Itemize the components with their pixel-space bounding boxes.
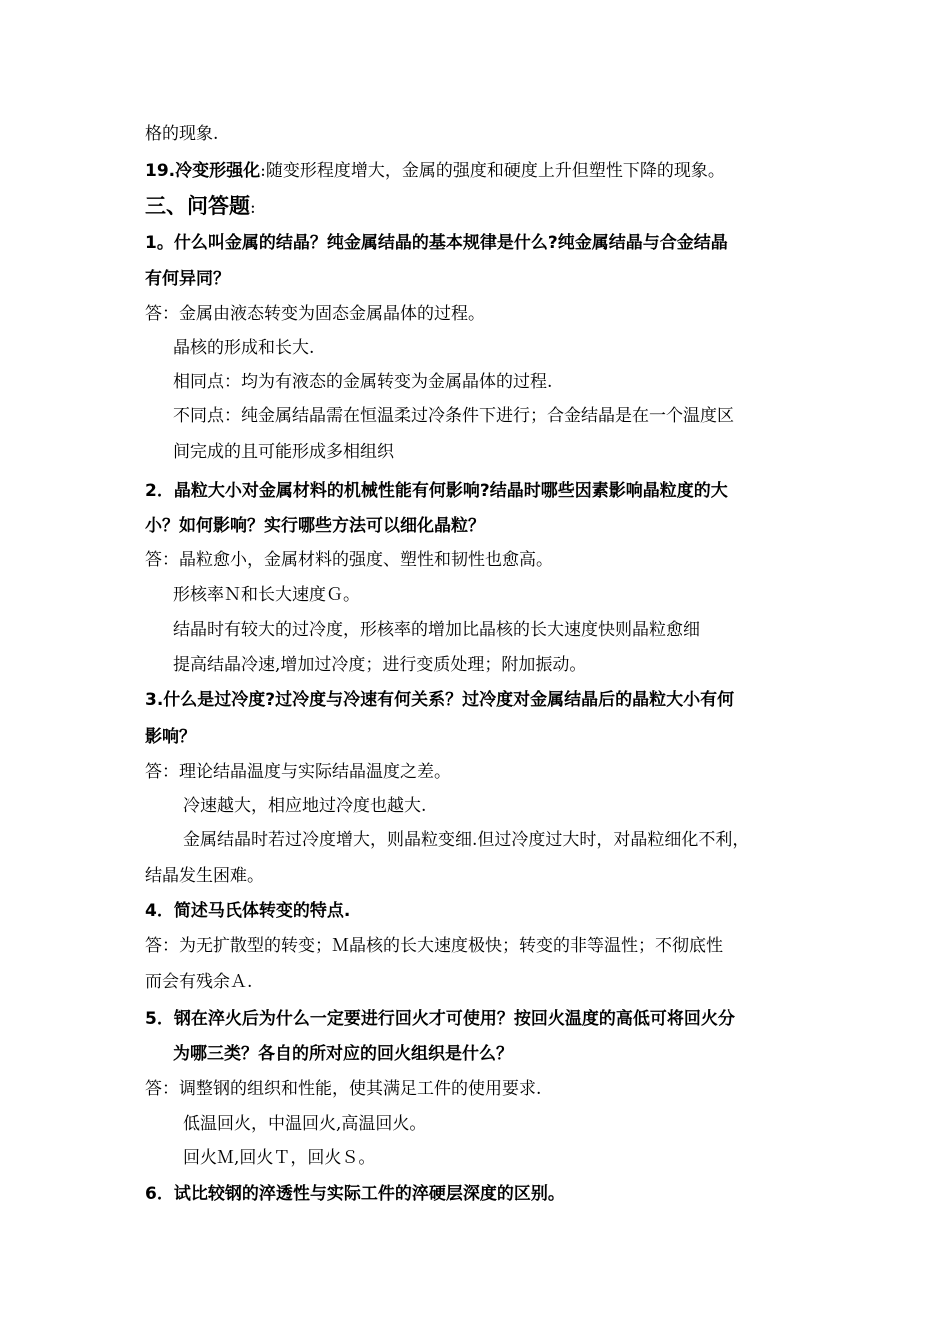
section-colon: :	[250, 198, 256, 218]
answer-line: 结晶发生困难。	[145, 866, 264, 886]
question-2-cont: 小？如何影响？实行哪些方法可以细化晶粒？	[145, 516, 485, 536]
answer-line: 答：理论结晶温度与实际结晶温度之差。	[145, 762, 451, 782]
question-6: 6．试比较钢的淬透性与实际工件的淬硬层深度的区别。	[145, 1184, 565, 1204]
answer-line: 冷速越大，相应地过冷度也越大.	[183, 796, 427, 816]
question-4: 4．简述马氏体转变的特点.	[145, 901, 351, 921]
answer-line: 晶核的形成和长大.	[173, 338, 315, 358]
answer-line: 低温回火，中温回火,高温回火。	[183, 1114, 427, 1134]
answer-line: 形核率Ｎ和长大速度Ｇ。	[173, 585, 360, 605]
question-5-cont: 为哪三类？各自的所对应的回火组织是什么？	[173, 1044, 513, 1064]
answer-line: 回火Ｍ,回火Ｔ，回火Ｓ。	[183, 1148, 376, 1168]
question-5: 5．钢在淬火后为什么一定要进行回火才可使用？按回火温度的高低可将回火分	[145, 1009, 735, 1029]
answer-line: 结晶时有较大的过冷度，形核率的增加比晶核的长大速度快则晶粒愈细	[173, 620, 700, 640]
answer-line: 金属结晶时若过冷度增大，则晶粒变细.但过冷度过大时，对晶粒细化不利，	[183, 830, 750, 850]
question-1-cont: 有何异同？	[145, 269, 230, 289]
text-line: 格的现象.	[145, 124, 219, 144]
answer-line: 不同点：纯金属结晶需在恒温柔过冷条件下进行；合金结晶是在一个温度区	[173, 406, 734, 426]
question-2: 2．晶粒大小对金属材料的机械性能有何影响?结晶时哪些因素影响晶粒度的大	[145, 481, 728, 501]
answer-line: 而会有残余Ａ.	[145, 972, 253, 992]
definition-line	[145, 160, 725, 182]
section-heading	[145, 195, 256, 219]
answer-line: 间完成的且可能形成多相组织	[173, 442, 394, 462]
section-title: 三、问答题	[145, 194, 250, 218]
answer-line: 相同点：均为有液态的金属转变为金属晶体的过程.	[173, 372, 553, 392]
definition-text: :随变形程度增大，金属的强度和硬度上升但塑性下降的现象。	[260, 161, 725, 181]
answer-line: 答：晶粒愈小，金属材料的强度、塑性和韧性也愈高。	[145, 550, 553, 570]
answer-line: 答：为无扩散型的转变；Ｍ晶核的长大速度极快；转变的非等温性；不彻底性	[145, 936, 723, 956]
term: 19.冷变形强化	[145, 161, 261, 181]
answer-line: 答：金属由液态转变为固态金属晶体的过程。	[145, 304, 485, 324]
answer-line: 答：调整钢的组织和性能，使其满足工件的使用要求.	[145, 1079, 542, 1099]
question-1: 1。什么叫金属的结晶？纯金属结晶的基本规律是什么?纯金属结晶与合金结晶	[145, 233, 728, 253]
question-3-cont: 影响？	[145, 727, 196, 747]
question-3: 3.什么是过冷度?过冷度与冷速有何关系？过冷度对金属结晶后的晶粒大小有何	[145, 690, 735, 710]
answer-line: 提高结晶冷速,增加过冷度；进行变质处理；附加振动。	[173, 655, 587, 675]
